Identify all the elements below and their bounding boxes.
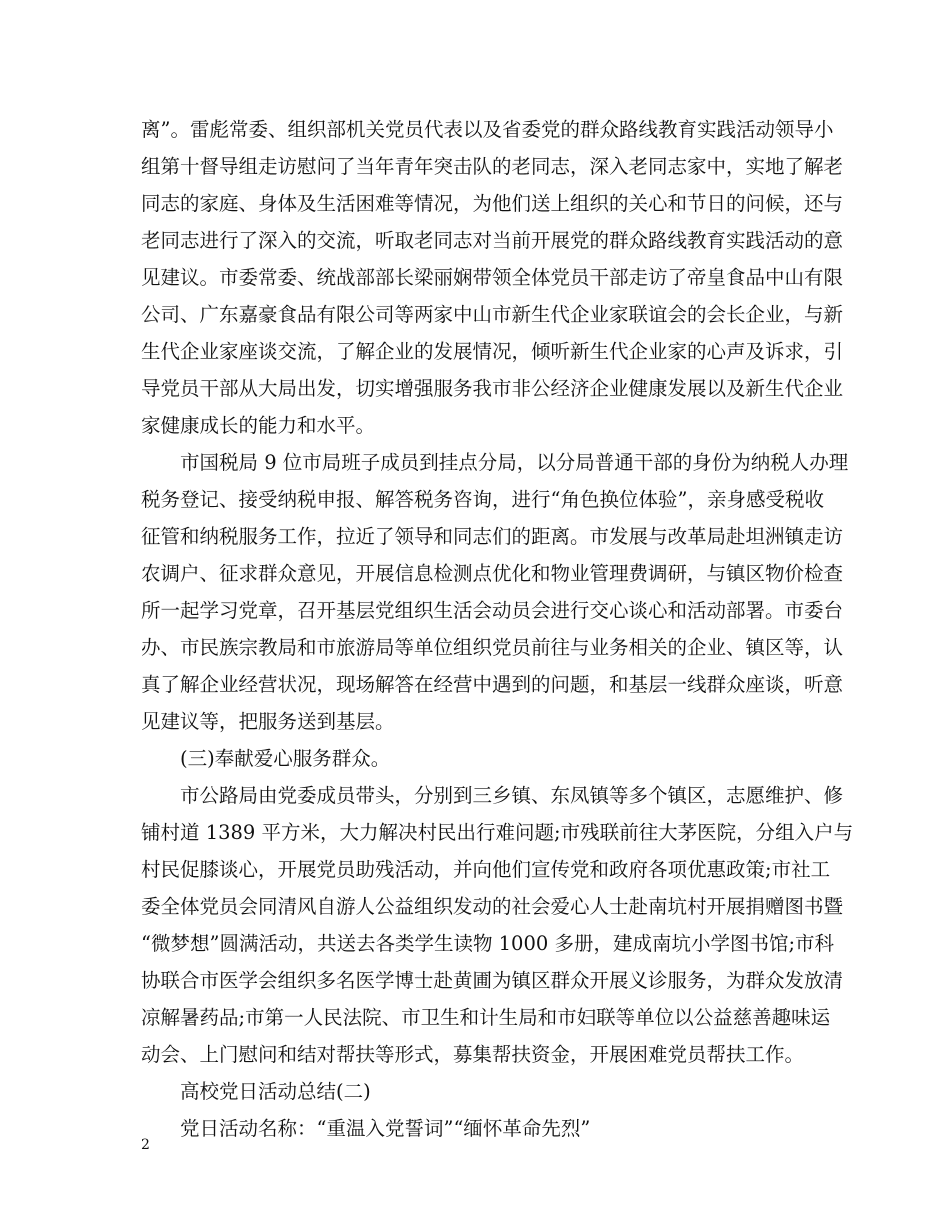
text-line: “微梦想”圆满活动，共送去各类学生读物 1000 多册，建成南坑小学图书馆;市科: [141, 932, 835, 955]
text-line: 市国税局 9 位市局班子成员到挂点分局，以分局普通干部的身份为纳税人办理: [180, 451, 849, 474]
text-line: 铺村道 1389 平方米，大力解决村民出行难问题;市残联前往大茅医院，分组入户与: [141, 821, 854, 844]
text-line: 协联合市医学会组织多名医学博士赴黄圃为镇区群众开展义诊服务，为群众发放清: [141, 969, 844, 992]
text-line: 凉解暑药品;市第一人民法院、市卫生和计生局和市妇联等单位以公益慈善趣味运: [141, 1006, 831, 1029]
text-line: 所一起学习党章，召开基层党组织生活会动员会进行交心谈心和活动部署。市委台: [141, 599, 844, 622]
paragraph: [141, 444, 849, 740]
text-line: 见建议等，把服务送到基层。: [141, 710, 395, 733]
text-line: 公司、广东嘉豪食品有限公司等两家中山市新生代企业家联谊会的会长企业，与新: [141, 303, 844, 326]
text-line: 真了解企业经营状况，现场解答在经营中遇到的问题，和基层一线群众座谈，听意: [141, 673, 844, 696]
paragraph: [141, 1110, 811, 1147]
paragraph: [141, 111, 844, 444]
text-line: 党日活动名称：“重温入党誓词”“缅怀革命先烈”: [180, 1117, 591, 1140]
text-line: 组第十督导组走访慰问了当年青年突击队的老同志，深入老同志家中，实地了解老: [141, 155, 844, 178]
text-line: 离”。雷彪常委、组织部机关党员代表以及省委党的群众路线教育实践活动领导小: [141, 118, 834, 141]
text-line: 生代企业家座谈交流，了解企业的发展情况，倾听新生代企业家的心声及诉求，引: [141, 340, 844, 363]
text-line: 办、市民族宗教局和市旅游局等单位组织党员前往与业务相关的企业、镇区等，认: [141, 636, 844, 659]
document-body: [141, 111, 854, 1147]
text-line: 税务登记、接受纳税申报、解答税务咨询，进行“角色换位体验”，亲身感受税收: [141, 488, 824, 511]
text-line: 委全体党员会同清风自游人公益组织发动的社会爱心人士赴南坑村开展捐赠图书暨: [141, 895, 844, 918]
page-number: 2: [141, 1137, 150, 1153]
text-line: 家健康成长的能力和水平。: [141, 414, 376, 437]
text-line: (三)奉献爱心服务群众。: [180, 747, 391, 770]
paragraph: [141, 777, 854, 1073]
paragraph: [141, 740, 811, 777]
text-line: 征管和纳税服务工作，拉近了领导和同志们的距离。市发展与改革局赴坦洲镇走访: [141, 525, 844, 548]
text-line: 动会、上门慰问和结对帮扶等形式，募集帮扶资金，开展困难党员帮扶工作。: [141, 1043, 805, 1066]
text-line: 老同志进行了深入的交流，听取老同志对当前开展党的群众路线教育实践活动的意: [141, 229, 844, 252]
text-line: 市公路局由党委成员带头，分别到三乡镇、东凤镇等多个镇区，志愿维护、修: [180, 784, 844, 807]
text-line: 村民促膝谈心，开展党员助残活动，并向他们宣传党和政府各项优惠政策;市社工: [141, 858, 831, 881]
text-line: 导党员干部从大局出发，切实增强服务我市非公经济企业健康发展以及新生代企业: [141, 377, 844, 400]
text-line: 高校党日活动总结(二): [180, 1080, 371, 1103]
text-line: 农调户、征求群众意见，开展信息检测点优化和物业管理费调研，与镇区物价检查: [141, 562, 844, 585]
text-line: 见建议。市委常委、统战部部长梁丽娴带领全体党员干部走访了帝皇食品中山有限: [141, 266, 844, 289]
text-line: 同志的家庭、身体及生活困难等情况，为他们送上组织的关心和节日的问候，还与: [141, 192, 844, 215]
paragraph: [141, 1073, 811, 1110]
